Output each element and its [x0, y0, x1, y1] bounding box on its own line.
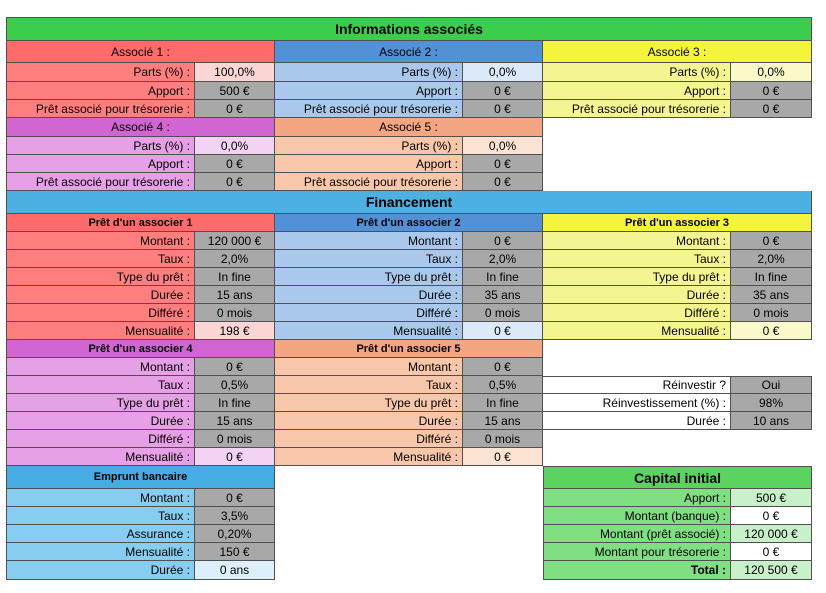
pret-2-differe-label: Différé : — [275, 304, 463, 322]
capital-total-cell[interactable]: 120 500 € — [731, 561, 812, 580]
empty-area — [275, 466, 543, 489]
empty-area — [275, 525, 543, 543]
empty-area — [543, 137, 812, 155]
associe-5-apport-label: Apport : — [275, 155, 463, 173]
pret-3-duree-label: Durée : — [543, 286, 731, 304]
pret-1-taux-cell[interactable]: 2,0% — [195, 250, 275, 268]
pret-3-taux-label: Taux : — [543, 250, 731, 268]
empty-area — [275, 543, 543, 561]
associe-2-pret-tresorerie-cell[interactable]: 0 € — [463, 100, 543, 118]
empty-area — [543, 340, 812, 358]
emprunt-duree-label: Durée : — [7, 561, 195, 580]
pret-5-taux-label: Taux : — [275, 376, 463, 394]
emprunt-taux-label: Taux : — [7, 507, 195, 525]
capital-apport-label: Apport : — [543, 489, 731, 507]
associe-4-parts-cell[interactable]: 0,0% — [195, 137, 275, 155]
pret-3-header: Prêt d'un associer 3 — [543, 214, 812, 232]
pret-3-montant-cell[interactable]: 0 € — [731, 232, 812, 250]
pret-5-mensualite-label: Mensualité : — [275, 448, 463, 466]
capital-initial-header: Capital initial — [543, 466, 812, 489]
reinvestir-cell[interactable]: Oui — [731, 376, 812, 394]
associe-1-pret-tresorerie-label: Prêt associé pour trésorerie : — [7, 100, 195, 118]
empty-area — [543, 173, 812, 191]
pret-2-taux-cell[interactable]: 2,0% — [463, 250, 543, 268]
capital-apport-cell[interactable]: 500 € — [731, 489, 812, 507]
associe-1-apport-label: Apport : — [7, 82, 195, 100]
pret-5-differe-cell[interactable]: 0 mois — [463, 430, 543, 448]
pret-4-montant-label: Montant : — [7, 358, 195, 376]
pret-1-montant-cell[interactable]: 120 000 € — [195, 232, 275, 250]
pret-2-header: Prêt d'un associer 2 — [275, 214, 543, 232]
capital-montant-banque-label: Montant (banque) : — [543, 507, 731, 525]
pret-5-duree-cell[interactable]: 15 ans — [463, 412, 543, 430]
associe-5-header: Associé 5 : — [275, 118, 543, 137]
capital-montant-pret-associe-cell[interactable]: 120 000 € — [731, 525, 812, 543]
associe-1-apport-cell[interactable]: 500 € — [195, 82, 275, 100]
emprunt-montant-cell[interactable]: 0 € — [195, 489, 275, 507]
pret-3-type-label: Type du prêt : — [543, 268, 731, 286]
pret-5-montant-label: Montant : — [275, 358, 463, 376]
pret-4-header: Prêt d'un associer 4 — [7, 340, 275, 358]
pret-3-differe-cell[interactable]: 0 mois — [731, 304, 812, 322]
pret-1-differe-label: Différé : — [7, 304, 195, 322]
capital-montant-pret-associe-label: Montant (prêt associé) : — [543, 525, 731, 543]
pret-5-type-label: Type du prêt : — [275, 394, 463, 412]
pret-4-mensualite-cell[interactable]: 0 € — [195, 448, 275, 466]
emprunt-duree-cell[interactable]: 0 ans — [195, 561, 275, 580]
reinvestissement-pct-label: Réinvestissement (%) : — [543, 394, 731, 412]
pret-1-duree-cell[interactable]: 15 ans — [195, 286, 275, 304]
associe-4-parts-label: Parts (%) : — [7, 137, 195, 155]
pret-4-differe-label: Différé : — [7, 430, 195, 448]
pret-2-differe-cell[interactable]: 0 mois — [463, 304, 543, 322]
pret-4-differe-cell[interactable]: 0 mois — [195, 430, 275, 448]
associe-3-header: Associé 3 : — [543, 41, 812, 63]
associe-5-pret-tresorerie-cell[interactable]: 0 € — [463, 173, 543, 191]
emprunt-taux-cell[interactable]: 3,5% — [195, 507, 275, 525]
pret-1-mensualite-cell[interactable]: 198 € — [195, 322, 275, 340]
pret-1-taux-label: Taux : — [7, 250, 195, 268]
pret-1-type-cell[interactable]: In fine — [195, 268, 275, 286]
associe-3-parts-cell[interactable]: 0,0% — [731, 63, 812, 82]
pret-2-mensualite-label: Mensualité : — [275, 322, 463, 340]
empty-area — [543, 448, 812, 466]
associe-1-parts-label: Parts (%) : — [7, 63, 195, 82]
pret-4-type-label: Type du prêt : — [7, 394, 195, 412]
pret-2-duree-cell[interactable]: 35 ans — [463, 286, 543, 304]
pret-4-type-cell[interactable]: In fine — [195, 394, 275, 412]
pret-5-taux-cell[interactable]: 0,5% — [463, 376, 543, 394]
pret-4-montant-cell[interactable]: 0 € — [195, 358, 275, 376]
pret-1-header: Prêt d'un associer 1 — [7, 214, 275, 232]
pret-5-duree-label: Durée : — [275, 412, 463, 430]
pret-2-montant-label: Montant : — [275, 232, 463, 250]
associe-3-pret-tresorerie-label: Prêt associé pour trésorerie : — [543, 100, 731, 118]
associe-1-pret-tresorerie-cell[interactable]: 0 € — [195, 100, 275, 118]
empty-area — [275, 507, 543, 525]
associe-5-apport-cell[interactable]: 0 € — [463, 155, 543, 173]
pret-3-taux-cell[interactable]: 2,0% — [731, 250, 812, 268]
associe-2-pret-tresorerie-label: Prêt associé pour trésorerie : — [275, 100, 463, 118]
emprunt-bancaire-header: Emprunt bancaire — [7, 466, 275, 489]
pret-2-taux-label: Taux : — [275, 250, 463, 268]
emprunt-montant-label: Montant : — [7, 489, 195, 507]
empty-area — [543, 155, 812, 173]
pret-2-montant-cell[interactable]: 0 € — [463, 232, 543, 250]
associe-4-pret-tresorerie-cell[interactable]: 0 € — [195, 173, 275, 191]
pret-3-type-cell[interactable]: In fine — [731, 268, 812, 286]
pret-4-duree-label: Durée : — [7, 412, 195, 430]
emprunt-mensualite-cell[interactable]: 150 € — [195, 543, 275, 561]
associe-2-apport-label: Apport : — [275, 82, 463, 100]
pret-4-taux-cell[interactable]: 0,5% — [195, 376, 275, 394]
pret-5-header: Prêt d'un associer 5 — [275, 340, 543, 358]
pret-2-type-label: Type du prêt : — [275, 268, 463, 286]
associe-4-header: Associé 4 : — [7, 118, 275, 137]
empty-area — [275, 489, 543, 507]
pret-1-mensualite-label: Mensualité : — [7, 322, 195, 340]
pret-4-duree-cell[interactable]: 15 ans — [195, 412, 275, 430]
capital-total-label: Total : — [543, 561, 731, 580]
associe-5-parts-cell[interactable]: 0,0% — [463, 137, 543, 155]
pret-4-mensualite-label: Mensualité : — [7, 448, 195, 466]
financement-header: Financement — [7, 191, 812, 214]
emprunt-assurance-cell[interactable]: 0,20% — [195, 525, 275, 543]
pret-5-montant-cell[interactable]: 0 € — [463, 358, 543, 376]
associe-3-parts-label: Parts (%) : — [543, 63, 731, 82]
associe-2-parts-label: Parts (%) : — [275, 63, 463, 82]
pret-5-differe-label: Différé : — [275, 430, 463, 448]
associe-3-apport-label: Apport : — [543, 82, 731, 100]
reinvestissement-pct-cell[interactable]: 98% — [731, 394, 812, 412]
associe-1-header: Associé 1 : — [7, 41, 275, 63]
emprunt-assurance-label: Assurance : — [7, 525, 195, 543]
associe-4-apport-cell[interactable]: 0 € — [195, 155, 275, 173]
associe-2-parts-cell[interactable]: 0,0% — [463, 63, 543, 82]
pret-3-duree-cell[interactable]: 35 ans — [731, 286, 812, 304]
reinvestissement-duree-cell[interactable]: 10 ans — [731, 412, 812, 430]
associe-2-apport-cell[interactable]: 0 € — [463, 82, 543, 100]
associe-1-parts-cell[interactable]: 100,0% — [195, 63, 275, 82]
emprunt-mensualite-label: Mensualité : — [7, 543, 195, 561]
associe-4-pret-tresorerie-label: Prêt associé pour trésorerie : — [7, 173, 195, 191]
reinvestissement-duree-label: Durée : — [543, 412, 731, 430]
associe-4-apport-label: Apport : — [7, 155, 195, 173]
empty-area — [543, 430, 812, 448]
capital-montant-banque-cell[interactable]: 0 € — [731, 507, 812, 525]
empty-area — [543, 358, 812, 376]
associe-5-parts-label: Parts (%) : — [275, 137, 463, 155]
capital-montant-tresorerie-label: Montant pour trésorerie : — [543, 543, 731, 561]
empty-area — [543, 118, 812, 137]
pret-3-mensualite-label: Mensualité : — [543, 322, 731, 340]
pret-2-mensualite-cell[interactable]: 0 € — [463, 322, 543, 340]
informations-header: Informations associés — [7, 18, 812, 41]
associe-2-header: Associé 2 : — [275, 41, 543, 63]
empty-area — [275, 561, 543, 580]
pret-3-montant-label: Montant : — [543, 232, 731, 250]
reinvestir-label: Réinvestir ? — [543, 376, 731, 394]
pret-1-type-label: Type du prêt : — [7, 268, 195, 286]
pret-4-taux-label: Taux : — [7, 376, 195, 394]
pret-5-type-cell[interactable]: In fine — [463, 394, 543, 412]
associe-5-pret-tresorerie-label: Prêt associé pour trésorerie : — [275, 173, 463, 191]
associe-3-pret-tresorerie-cell[interactable]: 0 € — [731, 100, 812, 118]
pret-2-duree-label: Durée : — [275, 286, 463, 304]
pret-1-duree-label: Durée : — [7, 286, 195, 304]
pret-3-differe-label: Différé : — [543, 304, 731, 322]
pret-5-mensualite-cell[interactable]: 0 € — [463, 448, 543, 466]
pret-3-mensualite-cell[interactable]: 0 € — [731, 322, 812, 340]
pret-1-differe-cell[interactable]: 0 mois — [195, 304, 275, 322]
capital-montant-tresorerie-cell[interactable]: 0 € — [731, 543, 812, 561]
associe-3-apport-cell[interactable]: 0 € — [731, 82, 812, 100]
pret-2-type-cell[interactable]: In fine — [463, 268, 543, 286]
spreadsheet-grid — [6, 17, 812, 580]
pret-1-montant-label: Montant : — [7, 232, 195, 250]
